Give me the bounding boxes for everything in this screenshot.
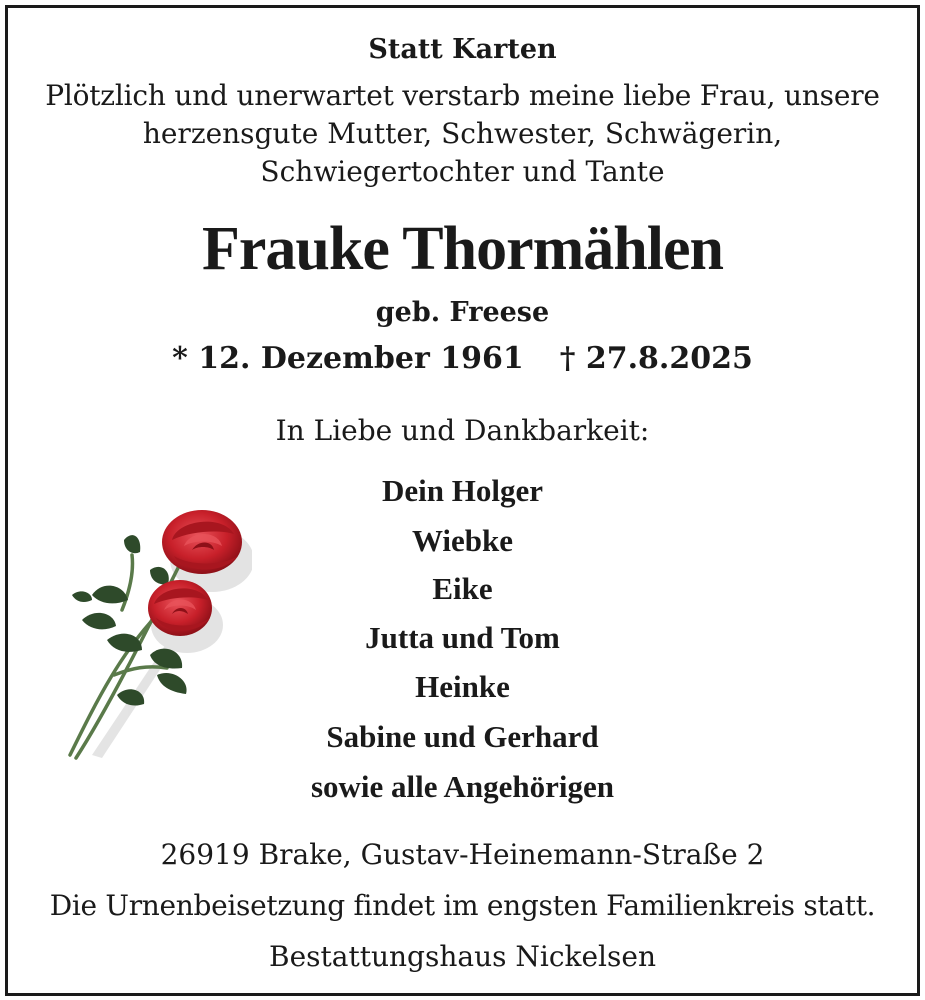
intro-line-2: herzensgute Mutter, Schwester, Schwägerin, (142, 117, 783, 150)
mourner-name: Jutta und Tom (365, 620, 560, 655)
gratitude-line: In Liebe und Dankbarkeit: (275, 414, 650, 447)
ceremony-line: Die Urnenbeisetzung findet im engsten Familienkreis statt. (49, 889, 876, 922)
birth-date: * 12. Dezember 1961 (172, 341, 524, 376)
mourner-name: Sabine und Gerhard (326, 719, 599, 754)
life-dates (0, 341, 925, 376)
mourner-name: Dein Holger (382, 473, 543, 508)
intro-line-1: Plötzlich und unerwartet verstarb meine liebe Frau, unsere (45, 79, 880, 112)
red-roses-icon (62, 500, 252, 770)
death-date: † 27.8.2025 (559, 341, 753, 376)
mourner-name: sowie alle Angehörigen (310, 769, 615, 804)
notice-heading: Statt Karten (368, 34, 557, 65)
mourner-name: Heinke (415, 669, 510, 704)
mourner-name: Eike (432, 571, 493, 606)
undertaker-line: Bestattungshaus Nickelsen (269, 940, 656, 973)
deceased-name: Frauke Thormählen (202, 215, 723, 283)
address-line: 26919 Brake, Gustav-Heinemann-Straße 2 (160, 838, 765, 871)
mourner-name: Wiebke (411, 523, 514, 558)
maiden-name: geb. Freese (375, 297, 550, 328)
intro-line-3: Schwiegertochter und Tante (260, 155, 665, 188)
